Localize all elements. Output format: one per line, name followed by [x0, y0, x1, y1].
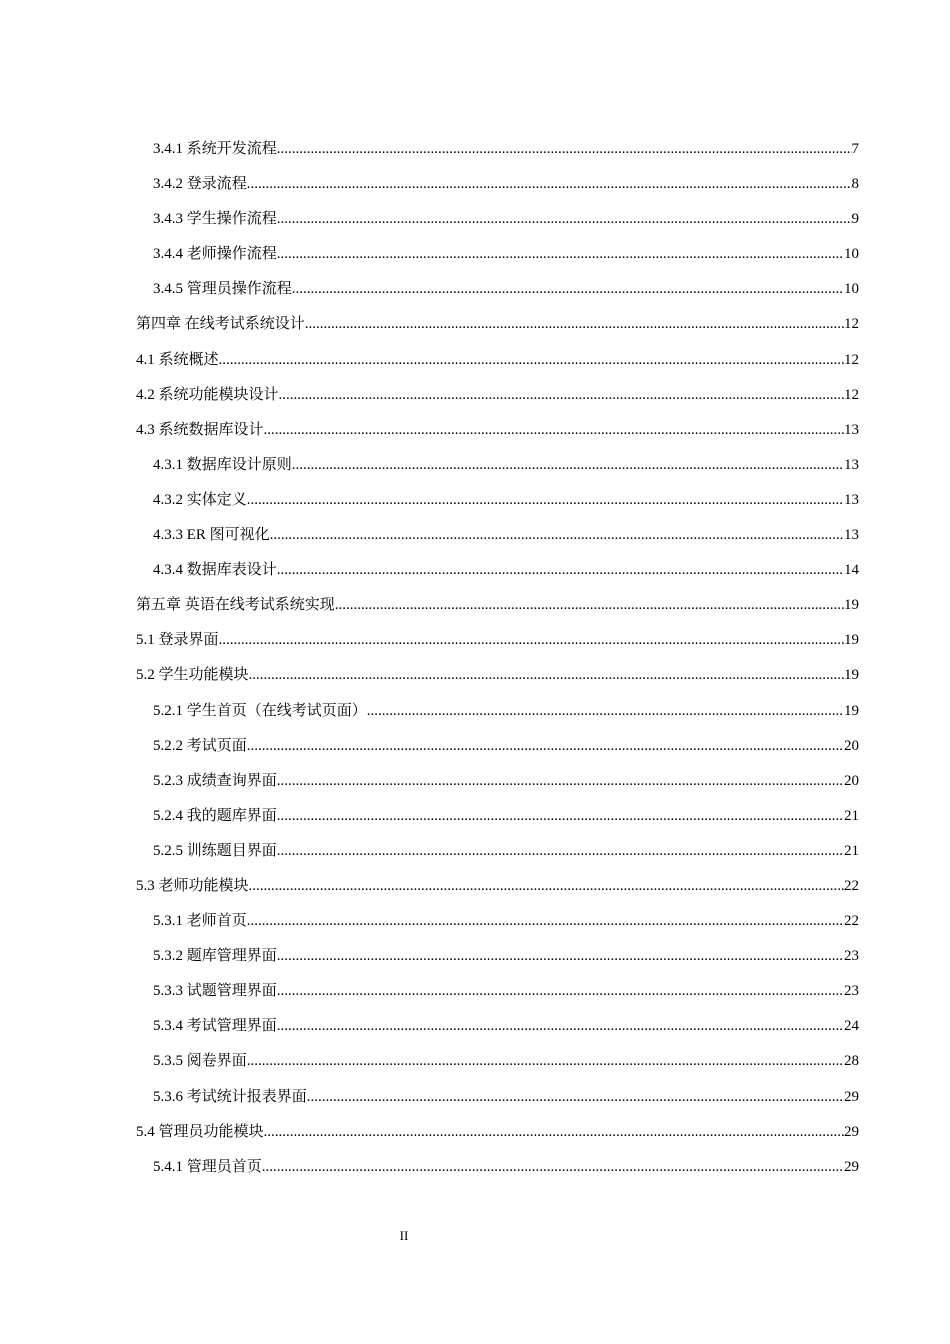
toc-dot-leader	[277, 1009, 844, 1044]
toc-entry[interactable]	[136, 764, 859, 799]
toc-dot-leader	[264, 413, 844, 448]
toc-entry-label: 4.3.4 数据库表设计	[153, 562, 277, 579]
toc-entry-page: 13	[844, 491, 859, 508]
toc-entry-page: 28	[844, 1053, 859, 1070]
toc-entry-label: 5.3.5 阅卷界面	[153, 1053, 247, 1070]
toc-entry-page: 23	[844, 983, 859, 1000]
toc-entry-page: 13	[844, 527, 859, 544]
toc-entry[interactable]	[136, 869, 859, 904]
toc-entry-page: 12	[844, 351, 859, 368]
toc-entry-page: 21	[844, 842, 859, 859]
toc-entry-page: 14	[844, 562, 859, 579]
toc-entry-label: 5.2.3 成绩查询界面	[153, 772, 277, 789]
toc-dot-leader	[277, 237, 844, 272]
toc-entry-label: 5.3.2 题库管理界面	[153, 948, 277, 965]
toc-entry[interactable]	[136, 483, 859, 518]
toc-entry-label: 3.4.2 登录流程	[153, 176, 247, 193]
toc-entry-label: 4.3.2 实体定义	[153, 491, 247, 508]
toc-entry-label: 3.4.4 老师操作流程	[153, 246, 277, 263]
toc-entry[interactable]	[136, 729, 859, 764]
toc-entry-page: 19	[844, 632, 859, 649]
toc-entry-page: 22	[844, 913, 859, 930]
toc-entry-label: 4.3 系统数据库设计	[136, 421, 264, 438]
toc-entry-page: 13	[844, 456, 859, 473]
toc-entry-label: 4.3.1 数据库设计原则	[153, 456, 292, 473]
toc-entry-page: 13	[844, 421, 859, 438]
toc-entry-page: 10	[844, 246, 859, 263]
page-number: II	[399, 1228, 409, 1243]
toc-entry[interactable]	[136, 799, 859, 834]
toc-dot-leader	[367, 694, 844, 729]
toc-entry-label: 4.3.3 ER 图可视化	[153, 527, 270, 544]
toc-entry-page: 19	[844, 702, 859, 719]
toc-entry-page: 29	[844, 1158, 859, 1175]
toc-dot-leader	[279, 378, 844, 413]
toc-entry-label: 5.3.3 试题管理界面	[153, 983, 277, 1000]
toc-entry[interactable]	[136, 448, 859, 483]
toc-entry[interactable]	[136, 132, 859, 167]
toc-dot-leader	[277, 553, 844, 588]
toc-entry-label: 第四章 在线考试系统设计	[136, 316, 305, 333]
toc-dot-leader	[277, 202, 852, 237]
toc-dot-leader	[264, 1115, 844, 1150]
toc-dot-leader	[277, 974, 844, 1009]
toc-entry-page: 29	[844, 1088, 859, 1105]
toc-dot-leader	[277, 764, 844, 799]
toc-dot-leader	[249, 658, 844, 693]
toc-entry[interactable]	[136, 272, 859, 307]
toc-entry[interactable]	[136, 167, 859, 202]
toc-entry-page: 12	[844, 386, 859, 403]
toc-entry[interactable]	[136, 939, 859, 974]
toc-dot-leader	[305, 307, 844, 342]
toc-dot-leader	[277, 834, 844, 869]
toc-entry-label: 5.3.4 考试管理界面	[153, 1018, 277, 1035]
toc-dot-leader	[247, 729, 844, 764]
toc-dot-leader	[277, 132, 852, 167]
toc-dot-leader	[335, 588, 844, 623]
toc-entry[interactable]	[136, 904, 859, 939]
toc-entry-page: 8	[851, 176, 859, 193]
toc-entry[interactable]	[136, 1150, 859, 1185]
toc-entry-page: 24	[844, 1018, 859, 1035]
toc-entry[interactable]	[136, 1080, 859, 1115]
toc-entry-label: 3.4.1 系统开发流程	[153, 141, 277, 157]
toc-entry-label: 5.3.1 老师首页	[153, 913, 247, 930]
toc-dot-leader	[262, 1150, 844, 1185]
toc-entry[interactable]	[136, 834, 859, 869]
toc-dot-leader	[247, 904, 844, 939]
toc-entry-label: 5.3 老师功能模块	[136, 877, 249, 894]
toc-entry-label: 4.1 系统概述	[136, 351, 219, 368]
toc-entry[interactable]	[136, 202, 859, 237]
toc-entry-label: 5.3.6 考试统计报表界面	[153, 1088, 307, 1105]
toc-dot-leader	[307, 1080, 844, 1115]
toc-entry[interactable]	[136, 694, 859, 729]
toc-entry[interactable]	[136, 658, 859, 693]
toc-entry-page: 23	[844, 948, 859, 965]
toc-entry[interactable]	[136, 413, 859, 448]
toc-entry-label: 3.4.3 学生操作流程	[153, 211, 277, 228]
toc-entry-page: 9	[851, 211, 859, 228]
toc-dot-leader	[270, 518, 844, 553]
toc-entry[interactable]	[136, 343, 859, 378]
table-of-contents	[136, 132, 859, 1185]
toc-entry-label: 5.1 登录界面	[136, 632, 219, 649]
toc-entry-page: 10	[844, 281, 859, 298]
toc-entry[interactable]	[136, 588, 859, 623]
toc-entry-page: 20	[844, 772, 859, 789]
toc-entry[interactable]	[136, 974, 859, 1009]
toc-entry[interactable]	[136, 1009, 859, 1044]
toc-entry[interactable]	[136, 518, 859, 553]
toc-dot-leader	[249, 869, 844, 904]
toc-entry-label: 5.2.1 学生首页（在线考试页面）	[153, 702, 367, 719]
toc-dot-leader	[277, 939, 844, 974]
toc-entry-label: 5.4 管理员功能模块	[136, 1123, 264, 1140]
toc-entry-page: 19	[844, 597, 859, 614]
toc-entry-page: 19	[844, 667, 859, 684]
toc-entry-label: 5.2.4 我的题库界面	[153, 807, 277, 824]
toc-entry-label: 3.4.5 管理员操作流程	[153, 281, 292, 298]
toc-entry-page: 29	[844, 1123, 859, 1140]
toc-dot-leader	[292, 272, 844, 307]
toc-entry[interactable]	[136, 623, 859, 658]
toc-dot-leader	[292, 448, 844, 483]
toc-dot-leader	[219, 623, 844, 658]
toc-dot-leader	[247, 1044, 844, 1079]
toc-entry-page: 7	[851, 141, 859, 157]
toc-entry-page: 21	[844, 807, 859, 824]
toc-entry-label: 第五章 英语在线考试系统实现	[136, 597, 335, 614]
toc-dot-leader	[219, 343, 844, 378]
toc-entry-label: 5.2.5 训练题目界面	[153, 842, 277, 859]
toc-dot-leader	[247, 483, 844, 518]
toc-entry[interactable]	[136, 1044, 859, 1079]
toc-entry-label: 5.4.1 管理员首页	[153, 1158, 262, 1175]
toc-entry-page: 22	[844, 877, 859, 894]
toc-entry-label: 5.2 学生功能模块	[136, 667, 249, 684]
toc-entry-page: 20	[844, 737, 859, 754]
toc-entry-page: 12	[844, 316, 859, 333]
toc-entry[interactable]	[136, 553, 859, 588]
toc-dot-leader	[247, 167, 852, 202]
toc-entry[interactable]	[136, 378, 859, 413]
toc-entry[interactable]	[136, 1115, 859, 1150]
toc-dot-leader	[277, 799, 844, 834]
toc-entry-label: 5.2.2 考试页面	[153, 737, 247, 754]
toc-entry[interactable]	[136, 237, 859, 272]
toc-entry[interactable]	[136, 307, 859, 342]
toc-entry-label: 4.2 系统功能模块设计	[136, 386, 279, 403]
